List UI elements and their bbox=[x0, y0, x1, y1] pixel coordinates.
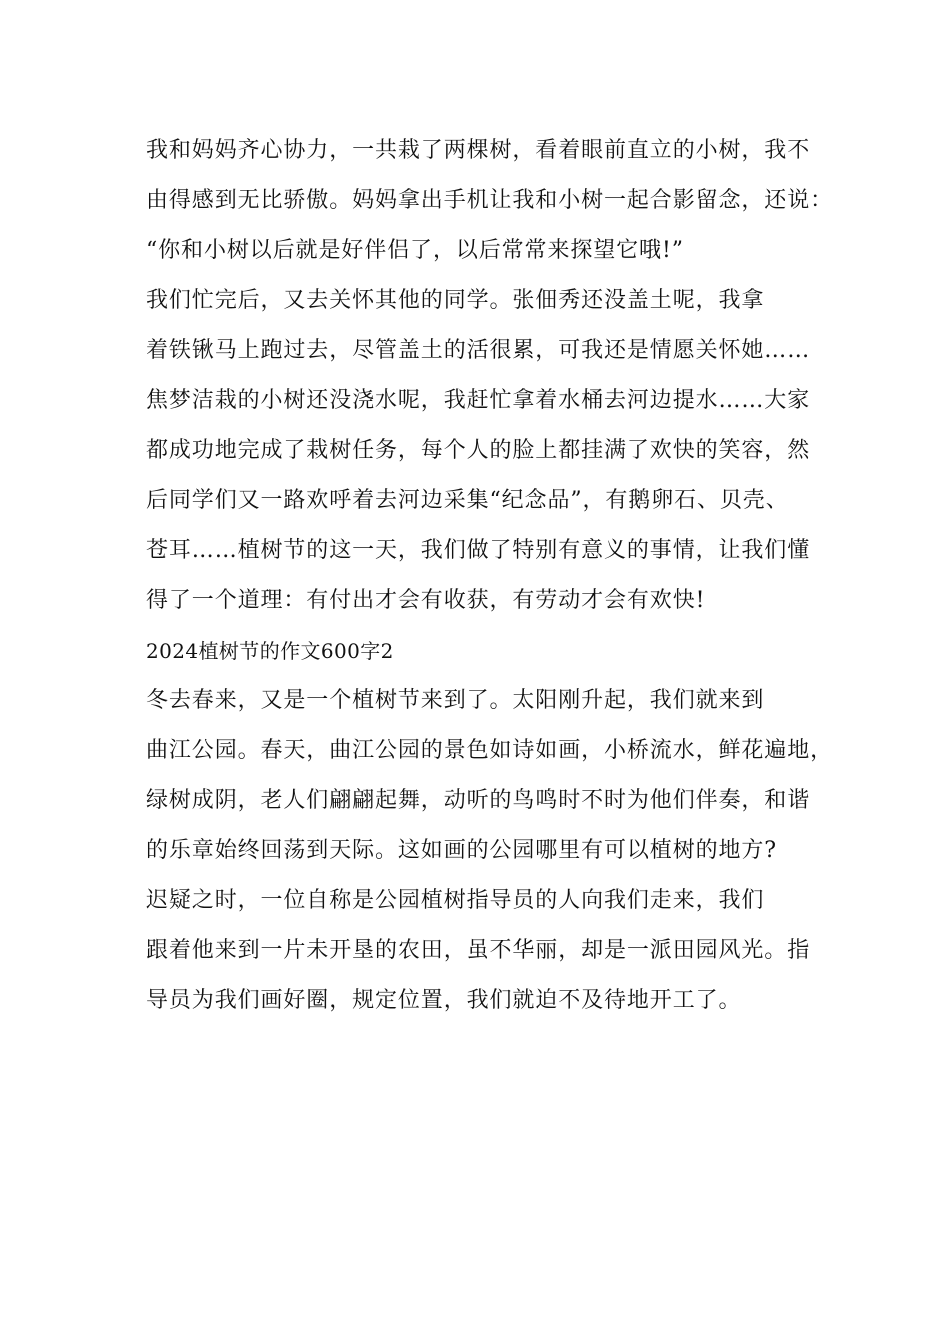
text-line: 焦梦洁栽的小树还没浇水呢，我赶忙拿着水桶去河边提水……大家 bbox=[146, 388, 811, 413]
text-line: 我和妈妈齐心协力，一共栽了两棵树，看着眼前直立的小树，我不 bbox=[146, 138, 811, 163]
essay-heading: 2024植树节的作文600字2 bbox=[146, 639, 394, 663]
text-line: 着铁锹马上跑过去，尽管盖土的活很累，可我还是情愿关怀她…… bbox=[146, 338, 811, 363]
text-line: 迟疑之时，一位自称是公园植树指导员的人向我们走来，我们 bbox=[146, 888, 765, 913]
text-line: 由得感到无比骄傲。妈妈拿出手机让我和小树一起合影留念，还说： bbox=[146, 188, 834, 213]
text-line: 绿树成阴，老人们翩翩起舞，动听的鸟鸣时不时为他们伴奏，和谐 bbox=[146, 788, 811, 813]
text-line: 跟着他来到一片未开垦的农田，虽不华丽，却是一派田园风光。指 bbox=[146, 938, 811, 963]
text-line: 曲江公园。春天，曲江公园的景色如诗如画，小桥流水，鲜花遍地， bbox=[146, 738, 834, 763]
text-line: 后同学们又一路欢呼着去河边采集“纪念品”，有鹅卵石、贝壳、 bbox=[146, 488, 789, 513]
text-line: 我们忙完后，又去关怀其他的同学。张佃秀还没盖土呢，我拿 bbox=[146, 288, 765, 313]
text-line: 都成功地完成了栽树任务，每个人的脸上都挂满了欢快的笑容，然 bbox=[146, 438, 811, 463]
text-line: 导员为我们画好圈，规定位置，我们就迫不及待地开工了。 bbox=[146, 988, 742, 1013]
text-line: 的乐章始终回荡到天际。这如画的公园哪里有可以植树的地方? bbox=[146, 838, 777, 863]
text-line: 冬去春来，又是一个植树节来到了。太阳刚升起，我们就来到 bbox=[146, 688, 765, 713]
text-line: “你和小树以后就是好伴侣了，以后常常来探望它哦!” bbox=[146, 238, 684, 263]
text-line: 得了一个道理：有付出才会有收获，有劳动才会有欢快! bbox=[146, 588, 706, 613]
text-line: 苍耳……植树节的这一天，我们做了特别有意义的事情，让我们懂 bbox=[146, 538, 811, 563]
